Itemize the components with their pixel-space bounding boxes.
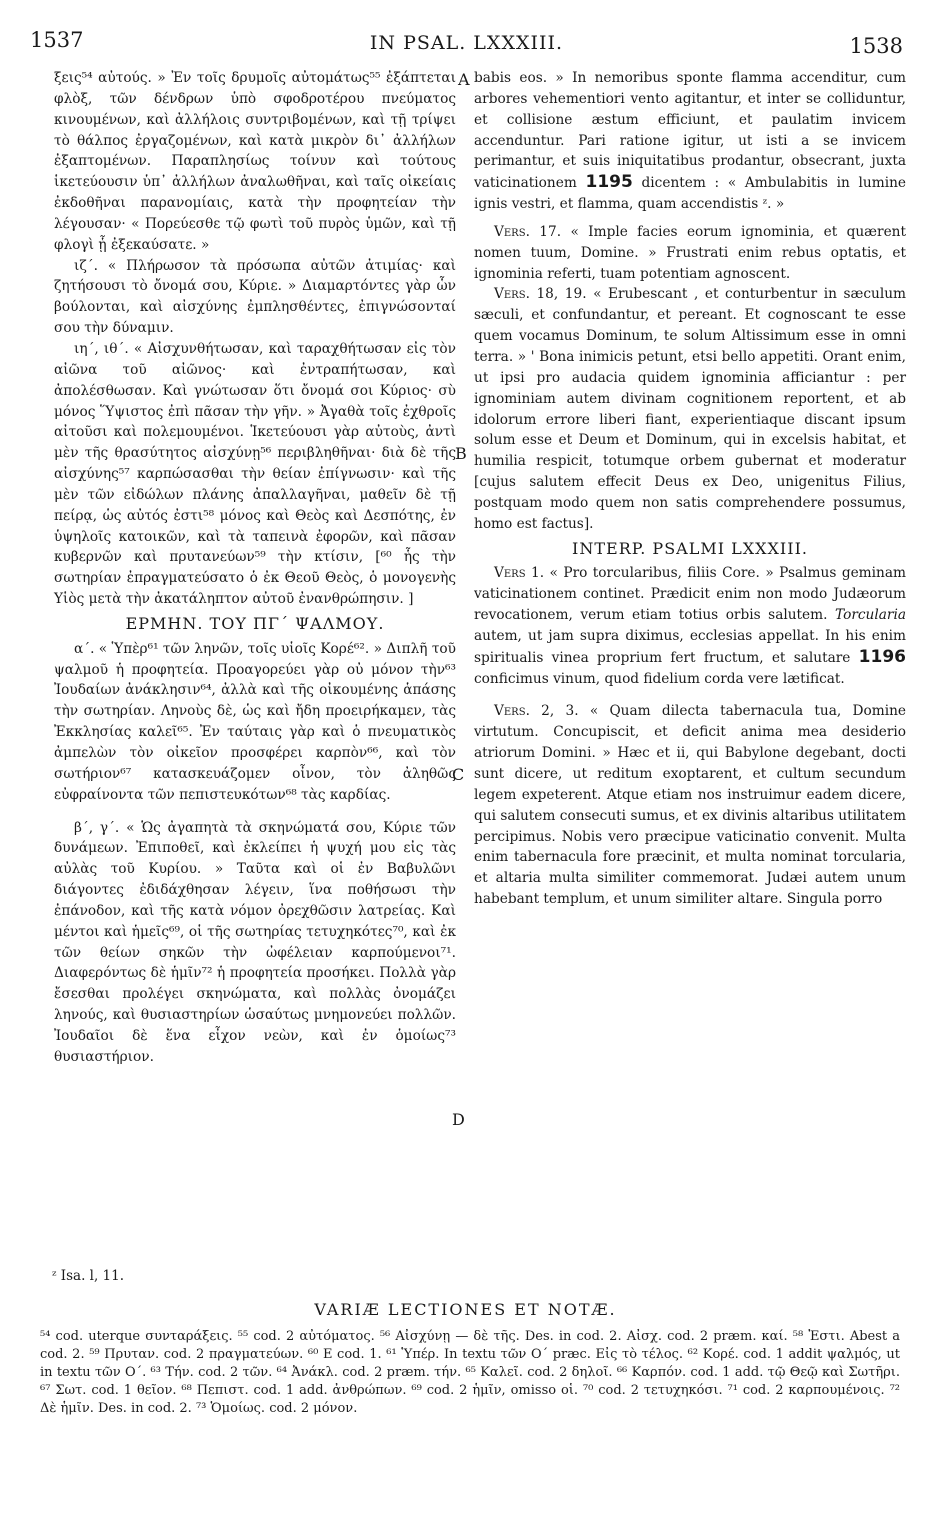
margin-letter-c: C xyxy=(452,765,465,784)
notes-title: VARIÆ LECTIONES ET NOTÆ. xyxy=(314,1300,617,1319)
latin-column xyxy=(474,68,906,910)
greek-column xyxy=(54,68,456,1068)
latin-verse-2 xyxy=(474,701,906,909)
greek-paragraph-3: ιη΄, ιθ΄. « Αἰσχυνθήτωσαν, καὶ ταραχθήτωσαν εἰς τὸν αἰῶνα τοῦ αἰῶνος· καὶ ἐντραπήτωσαν, καὶ ἀπολέσθωσαν. Καὶ γνώτωσαν ὅτι ὄνομά σοι Κύριος· σὺ μόνος Ὕψιστος ἐπὶ πᾶσαν τὴν γῆν. » Ἀγαθὰ τοῖς ἐχθροῖς αἰτοῦσι καὶ πολεμουμένοι. Ἱκετεύουσι γὰρ αὐτοὺς, ἀντὶ μὲν τῆς θρασύτητος αἰσχύνῃ⁵⁶ περιβληθῆναι· διὰ δὲ τῆς αἰσχύνης⁵⁷ καρπώσασθαι τὴν θείαν ἐπίγνωσιν· καὶ τῆς μὲν τῶν εἰδώλων πλάνης ἀπαλλαγῆναι, μαθεῖν δὲ τῇ πείρᾳ, ὡς αὐτός ἐστι⁵⁸ μόνος καὶ Θεὸς καὶ Δεσπότης, ἐν ὑψηλοῖς κατοικῶν, καὶ τὰ ταπεινὰ ἐφορῶν, καὶ πᾶσαν κυβερνῶν καὶ πρυτανεύων⁵⁹ τὴν κτίσιν, [⁶⁰ ἧς τὴν σωτηρίαν ἐπραγματεύσατο ὁ ἐκ Θεοῦ Θεὸς, ὁ μονογενὴς Υἱὸς μετὰ τὴν ἀκατάληπτον αὐτοῦ ἐνανθρώπησιν. ] xyxy=(54,340,456,608)
verse-text-2: « Quam dilecta tabernacula tua, Domine virtutum. Concupiscit, et deficit anima mea desiderio atriorum Domini. » Hæc et ii, qui Babylone degebant, docti sunt dicere, ut reditum exoptarent, et cultum secundum legem expeterent. Atque etiam nos instruimur eadem dicere, qui salutem consecuti sumus, et ex divinis altaribus utilitatem percipimus. Nobis vero præcipue vaticinatio convenit. Multa enim tabernacula fore præcinit, et multa nominat torcularia, et altaria multa similiter commemorat. Judæi autem unum habebant templum, et unum similiter altare. Singula porro xyxy=(474,703,906,908)
verse-text-17: « Imple facies eorum ignominia, et quærent nomen tuum, Domine. » Frustrati enim rebus optatis, et ignominia referti, tuam potentiam agnoscent. xyxy=(474,223,906,282)
verse-label-2: Vers. 2, 3. xyxy=(494,703,579,720)
greek-paragraph-5: β΄, γ΄. « Ὡς ἀγαπητὰ τὰ σκηνώματά σου, Κύριε τῶν δυνάμεων. Ἐπιποθεῖ, καὶ ἐκλείπει ἡ ψυχή μου εἰς τὰς αὐλὰς τοῦ Κυρίου. » Ταῦτα καὶ οἱ ἐν Βαβυλῶνι διάγοντες ἐδιδάχθησαν λέγειν, ἵνα ποθήσωσι τὴν ἐπάνοδον, καὶ τῆς κατὰ νόμον ὀρεχθῶσιν λατρείας. Καὶ μέντοι καὶ ἡμεῖς⁶⁹, οἱ τῆς σωτηρίας τετυχηκότες⁷⁰, καὶ ἐκ τῶν θείων σηκῶν τὴν ὠφέλειαν καρπούμενοι⁷¹. Διαφερόντως δὲ ἡμῖν⁷² ἡ προφητεία προσήκει. Πολλὰ γὰρ ἔσεσθαι προλέγει σκηνώματα, καὶ πολλὰς ὀνομάζει ληνούς, καὶ θυσιαστηρίων ὡσαύτως μνημονεύει πολλῶν. Ἰουδαῖοι δὲ ἕνα εἶχον νεὼν, καὶ ἐν ὁμοίως⁷³ θυσιαστήριον. xyxy=(54,819,456,1065)
latin-verse-1 xyxy=(474,563,906,689)
latin-verse-17 xyxy=(474,222,906,285)
margin-letter-b: B xyxy=(455,444,467,463)
margin-number-1196: 1196 xyxy=(858,646,906,667)
margin-number-1195: 1195 xyxy=(585,172,633,193)
margin-letter-d: D xyxy=(452,1110,465,1129)
verse-label-17: Vers. 17. xyxy=(494,223,562,240)
margin-letter-a: A xyxy=(458,70,470,89)
latin-paragraph-1-tail: dicentem : « Ambulabitis in lumine ignis vestri, et flamma, quam accendistis ᶻ. » xyxy=(474,175,906,213)
greek-paragraph-2: ιζ΄. « Πλήρωσον τὰ πρόσωπα αὐτῶν ἀτιμίας· καὶ ζητήσουσι τὸ ὄνομά σου, Κύριε. » Διαμαρτόντες γὰρ ὧν βούλονται, καὶ αἰσχύνης ἐμπλησθέντες, ἐπιγνώσονταί σου τὴν δύναμιν. xyxy=(54,257,456,337)
greek-heading: ΕΡΜΗΝ. ΤΟΥ ΠΓ΄ ΨΑΛΜΟΥ. xyxy=(125,613,385,633)
latin-verse-18 xyxy=(474,284,906,534)
verse-label-18: Vers. 18, 19. xyxy=(494,286,587,303)
greek-paragraph-1: ξεις⁵⁴ αὐτούς. » Ἐν τοῖς δρυμοῖς αὐτομάτως⁵⁵ ἐξάπτεται φλὸξ, τῶν δένδρων ὑπὸ σφοδροτέρου πνεύματος κινουμένων, καὶ ἀλλήλοις συντριβομένων, καὶ τῇ τρίψει τὸ θάλπος ἐργαζομένων, καὶ κατὰ μικρὸν δι᾽ ἀλλήλων ἐξαπτομένων. Παραπλησίως τοίνυν καὶ τούτους ἱκετεύουσιν ὑπ᾽ ἀλλήλων ἀναλωθῆναι, καὶ ταῖς οἰκείαις ἐκδοθῆναι παρανομίαις, κατὰ τὴν προφητείαν τὴν λέγουσαν· « Πορεύεσθε τῷ φωτὶ τοῦ πυρὸς ὑμῶν, καὶ τῇ φλογὶ ᾗ ἐξεκαύσατε. » xyxy=(54,70,456,253)
footnote: ᶻ Isa. l, 11. xyxy=(52,1268,125,1284)
running-title: IN PSAL. LXXXIII. xyxy=(369,32,564,54)
verse-text-18: « Erubescant , et conturbentur in sæculum sæculi, et confundantur, et pereant. Et cognoscant te esse quem vocamus Dominum, te solum Altissimum esse in omni terra. » ' Bona inimicis petunt, etsi bello appetiti. Orant enim, ut ipsi pro audacia quidem ignominia afficiantur : per ignominiam autem divinam cognitionem reportent, et ab idolorum errore liberi fiant, experientiaque discant ipsum solum esse et Deum et Dominum, qui in excelsis habitat, et humilia respicit, totumque orbem gubernat et moderatur [cujus salutem effecit Deus ex Deo, unigenitus Filius, postquam modo quem non satis comprehendere possumus, homo est factus]. xyxy=(474,286,906,532)
page-number-right: 1538 xyxy=(849,34,903,58)
latin-paragraph-1-text: babis eos. » In nemoribus sponte flamma accenditur, cum arbores vehementiori vento agitantur, et inter se colliduntur, et collisione æstum efficiunt, et paulatim invicem accenduntur. Pari ratione igitur, ut isti a se invicem perimantur, et suis iniquitatibus prodantur, obsecrant, juxta vaticinationem xyxy=(474,70,906,192)
latin-paragraph-1 xyxy=(474,68,906,215)
notes-text: ⁵⁴ cod. uterque συνταράξεις. ⁵⁵ cod. 2 αὐτόματος. ⁵⁶ Αἰσχύνῃ — δὲ τῆς. Des. in cod. 2. Αἰσχ. cod. 2 præm. καί. ⁵⁸ Ἐστι. Abest a cod. 2. ⁵⁹ Πρυταν. cod. 2 πραγματεύων. ⁶⁰ E cod. 1. ⁶¹ Ὑπέρ. In textu τῶν Ο΄ præc. Εἰς τὸ τέλος. ⁶² Κορέ. cod. 1 addit ψαλμός, ut in textu τῶν Ο΄. ⁶³ Τήν. cod. 2 τῶν. ⁶⁴ Ἀνάκλ. cod. 2 præm. τήν. ⁶⁵ Καλεῖ. cod. 2 δηλοῖ. ⁶⁶ Καρπόν. cod. 1 add. τῷ Θεῷ καὶ Σωτῆρι. ⁶⁷ Σωτ. cod. 1 θεῖον. ⁶⁸ Πεπιστ. cod. 1 add. ἀνθρώπων. ⁶⁹ cod. 2 ἡμῖν, omisso οἱ. ⁷⁰ cod. 2 τετυχηκόσι. ⁷¹ cod. 2 καρπουμένοις. ⁷² Δὲ ἡμῖν. Des. in cod. 2. ⁷³ Ὁμοίως. cod. 2 μόνον. xyxy=(40,1329,900,1416)
verse-label-1: Vers 1. xyxy=(494,565,545,582)
greek-paragraph-4: α΄. « Ὑπὲρ⁶¹ τῶν ληνῶν, τοῖς υἱοῖς Κορέ⁶². » Διπλῆ τοῦ ψαλμοῦ ἡ προφητεία. Προαγορεύει γὰρ οὐ μόνον τὴν⁶³ Ἰουδαίων ἀνάκλησιν⁶⁴, ἀλλὰ καὶ τῆς οἰκουμένης ἁπάσης τὴν σωτηρίαν. Ληνοὺς δὲ, ὡς καὶ ἤδη προειρήκαμεν, τὰς Ἐκκλησίας καλεῖ⁶⁵. Ἐν ταύταις γὰρ καὶ ὁ πνευματικὸς ἀμπελὼν τὸν οἰκεῖον προσφέρει καρπὸν⁶⁶, καὶ τὸν σωτήριον⁶⁷ κατασκευάζομεν οἶνον, τὸν ἀληθῶς εὐφραίνοντα τῶν πεπιστευκότων⁶⁸ τὰς καρδίας. xyxy=(54,640,456,803)
latin-heading: INTERP. PSALMI LXXXIII. xyxy=(572,538,808,558)
verse-text-1-italic: Torcularia xyxy=(835,607,906,624)
verse-text-1a: « Pro torcularibus, filiis Core. » Psalmus geminam vaticinationem continet. Prædicit enim non modo Judæorum revocationem, verum etiam totius orbis salutem. xyxy=(474,565,906,624)
verse-text-1b: autem, ut jam supra diximus, ecclesias appellat. In his enim spiritualis vinea proprium fert fructum, et salutare xyxy=(474,627,906,666)
verse-text-1c: conficimus vinum, quod fidelium corda vere lætificat. xyxy=(474,670,845,687)
page-number-left: 1537 xyxy=(30,28,84,52)
page-header xyxy=(30,28,903,64)
